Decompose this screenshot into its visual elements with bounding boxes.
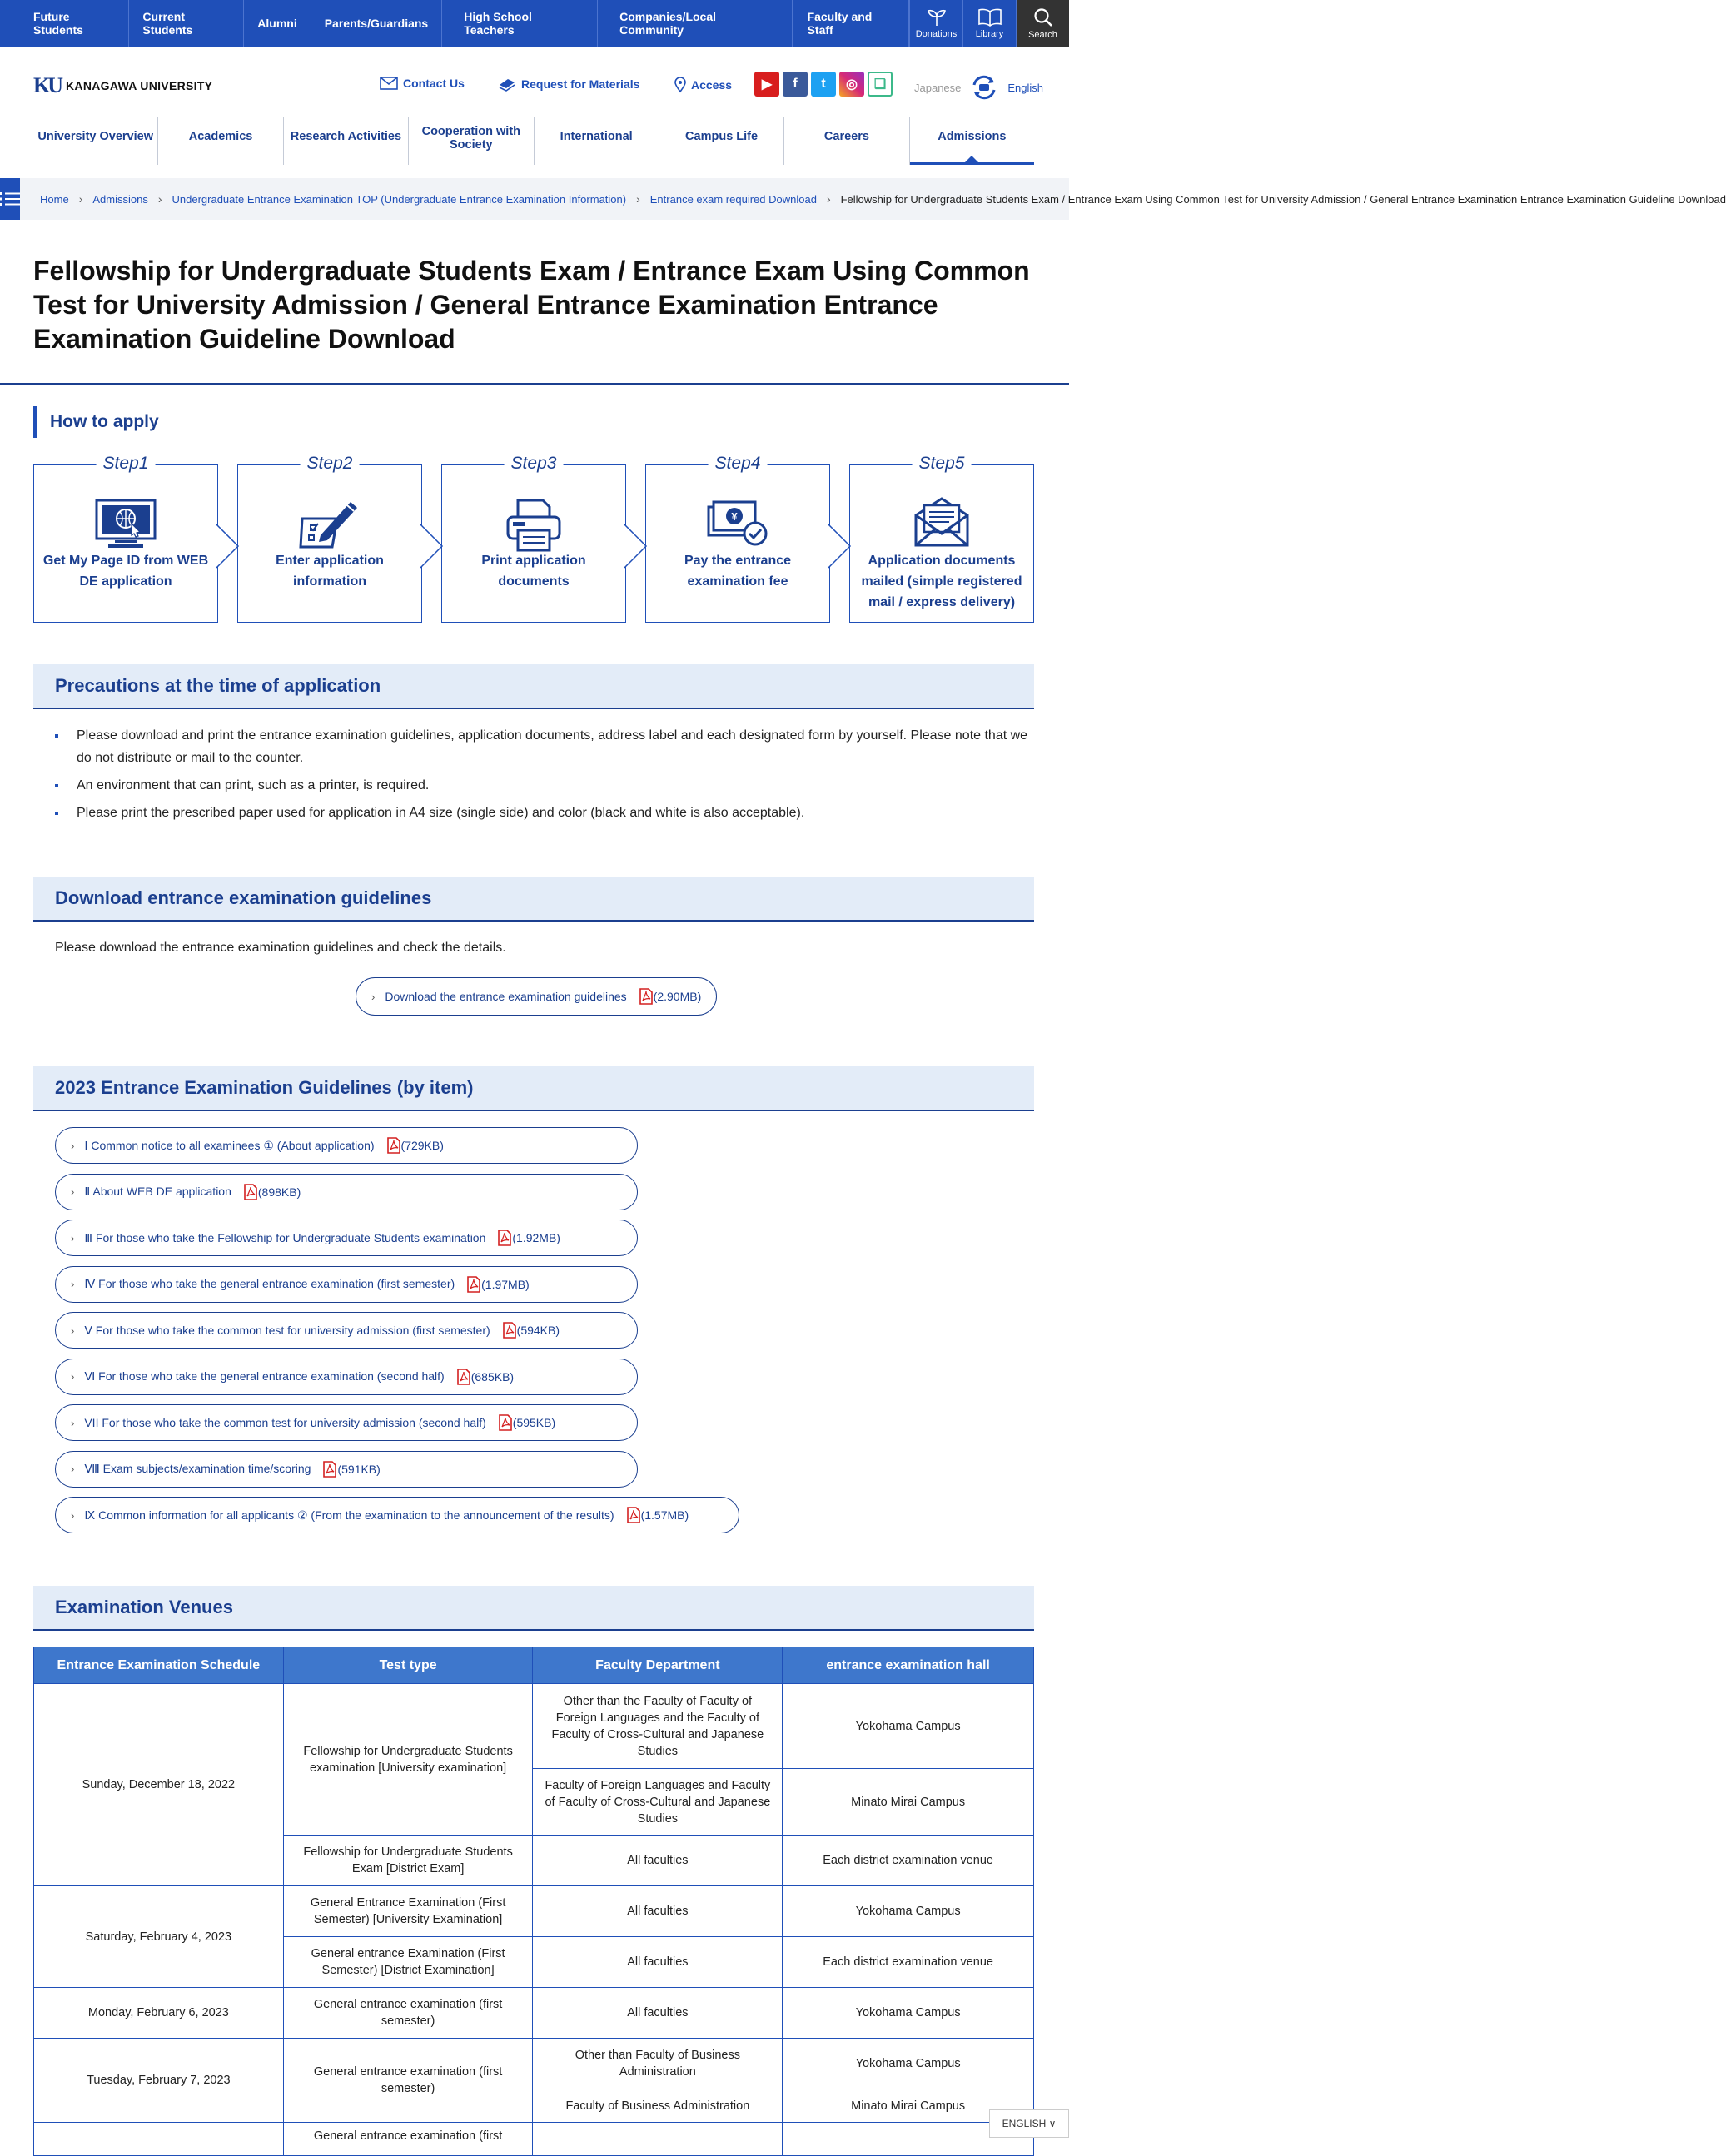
nav-careers[interactable]: Careers [784,117,909,165]
library-label: Library [975,28,1004,39]
audience-nav [0,0,909,47]
nav-faculty-staff[interactable]: Faculty and Staff [793,0,909,47]
pdf-icon [497,1230,512,1246]
file-size: (1.57MB) [640,1508,689,1522]
step-label: Step2 [301,454,360,474]
list-item: An environment that can print, such as a printer, is required. [55,774,1034,797]
examination-venues-heading: Examination Venues [33,1586,1034,1631]
chevron-right-icon: › [71,1416,75,1429]
contact-us-link[interactable] [380,77,465,90]
venues-table [33,1647,1034,2156]
download-guidelines-button[interactable] [356,977,717,1016]
form-pen-icon [299,499,361,549]
nav-alumni[interactable]: Alumni [244,0,311,47]
step-4 [645,454,830,623]
logo-mark: KU [33,73,61,97]
table-row [34,1886,1034,1937]
file-size: (685KB) [470,1369,515,1384]
test-type-cell: General entrance Examination (First Semester) [District Examination] [283,1937,533,1988]
pdf-icon [498,1414,513,1431]
guideline-item-link[interactable] [55,1451,638,1488]
guideline-item-label: Ⅱ About WEB DE application [84,1185,231,1198]
hall-cell: Minato Mirai Campus [783,2089,1034,2123]
title-divider [0,383,1069,385]
top-bar [0,0,1069,47]
download-guidelines-heading: Download entrance examination guidelines [33,877,1034,922]
chevron-right-icon: › [71,1278,75,1290]
guideline-item-link[interactable] [55,1174,638,1210]
precautions-heading: Precautions at the time of application [33,664,1034,709]
mail-icon [913,497,971,547]
file-size: (595KB) [512,1416,556,1429]
hall-cell: Yokohama Campus [783,1886,1034,1937]
language-switch-icon [969,75,999,100]
breadcrumb-undergraduate-top[interactable]: Undergraduate Entrance Examination TOP (Undergraduate Entrance Examination Information) [172,192,627,206]
chevron-right-icon [208,523,241,569]
step-text: Print application documents [481,554,586,589]
step-3 [441,454,626,623]
library-button[interactable] [962,0,1016,47]
pdf-icon [322,1461,337,1478]
search-button[interactable] [1016,0,1069,47]
chevron-right-icon: › [78,192,83,206]
precautions-list [55,724,1034,829]
breadcrumb [0,178,1726,220]
list-item: Please print the prescribed paper used for application in A4 size (single side) and color (black and white is also acceptable). [55,802,1034,824]
donations-button[interactable] [909,0,962,47]
pdf-icon [466,1276,481,1293]
japanese-link[interactable]: Japanese [914,81,962,94]
document-stack-icon [498,77,516,92]
step-5 [849,454,1034,623]
table-row [34,2123,1034,2156]
application-steps [33,454,1036,623]
schedule-cell: Monday, February 6, 2023 [34,1988,284,2039]
file-size: (898KB) [257,1185,301,1199]
guideline-item-label: Ⅸ Common information for all applicants ② (From the examination to the announcement of the results) [84,1508,614,1522]
note-icon[interactable]: ❑ [868,72,893,97]
facebook-icon[interactable]: f [783,72,808,97]
nav-future-students[interactable]: Future Students [0,0,129,47]
nav-high-school-teachers[interactable]: High School Teachers [442,0,598,47]
guideline-item-link[interactable] [55,1404,638,1441]
guideline-item-label: Ⅷ Exam subjects/examination time/scoring [84,1462,311,1475]
nav-academics[interactable]: Academics [158,117,283,165]
hall-cell: Each district examination venue [783,1937,1034,1988]
hall-cell: Each district examination venue [783,1836,1034,1886]
download-guidelines-label: Download the entrance examination guidelines [385,990,627,1003]
guideline-item-label: Ⅰ Common notice to all examinees ① (About application) [84,1138,375,1152]
schedule-cell: Tuesday, February 7, 2023 [34,2039,284,2123]
hall-cell: Minato Mirai Campus [783,1769,1034,1836]
chevron-right-icon: › [71,1463,75,1475]
test-type-cell: Fellowship for Undergraduate Students examination [University examination] [283,1684,533,1836]
pdf-icon [386,1137,401,1154]
chevron-right-icon [412,523,445,569]
payment-icon [707,499,768,549]
guideline-item-link[interactable] [55,1127,638,1164]
university-logo[interactable] [33,73,212,98]
guideline-item-label: Ⅲ For those who take the Fellowship for Undergraduate Students examination [84,1230,486,1244]
search-label: Search [1028,29,1057,40]
printer-icon [503,499,565,552]
page-title: Fellowship for Undergraduate Students Exam / Entrance Exam Using Common Test for University Admission / General Entrance Examination Entrance Examination Guideline Download [33,256,1030,354]
guideline-item-link[interactable] [55,1220,638,1256]
guideline-item-link[interactable] [55,1497,739,1533]
step-text: Get My Page ID from WEB DE application [42,554,209,589]
test-type-cell: General entrance examination (first semester) [283,2039,533,2123]
page-menu-button[interactable] [0,178,20,220]
table-row [34,1684,1034,1769]
chevron-right-icon: › [636,192,640,206]
test-type-cell: General entrance examination (first [283,2123,533,2156]
faculty-cell: All faculties [533,1836,783,1886]
file-size: (1.92MB) [512,1231,560,1244]
language-select[interactable]: ENGLISH ∨ [989,2109,1069,2138]
chevron-right-icon [820,523,853,569]
nav-current-students[interactable]: Current Students [129,0,244,47]
book-icon [977,8,1002,27]
schedule-cell [34,2123,284,2156]
breadcrumb-home[interactable]: Home [40,192,69,206]
twitter-icon[interactable]: t [811,72,836,97]
list-item: Please download and print the entrance examination guidelines, application documents, address label and each designated form by yourself. Please note that we do not distribute or mail to the counter. [55,724,1034,769]
guideline-item-link[interactable] [55,1312,638,1349]
guideline-item-label: VII For those who take the common test for university admission (second half) [84,1416,486,1429]
file-size: (729KB) [400,1139,444,1152]
hall-cell: Yokohama Campus [783,2039,1034,2089]
map-pin-icon [674,77,686,92]
nav-parents[interactable]: Parents/Guardians [311,0,443,47]
how-to-apply-heading: How to apply [33,406,159,438]
nav-campus-life[interactable]: Campus Life [659,117,784,165]
svg-text:¥: ¥ [731,510,738,523]
nav-cooperation-with-society[interactable]: Cooperation with Society [409,117,534,165]
language-switch [914,75,1043,100]
youtube-icon[interactable]: ▶ [754,72,779,97]
test-type-cell: Fellowship for Undergraduate Students Exam [District Exam] [283,1836,533,1886]
chevron-right-icon: › [71,1139,75,1152]
logo-text: KANAGAWA UNIVERSITY [66,79,213,92]
sprout-icon [926,8,948,27]
access-label: Access [691,77,733,92]
column-header: Test type [283,1647,533,1684]
step-text: Application documents mailed (simple registered mail / express delivery) [861,554,1022,609]
nav-international[interactable]: International [535,117,659,165]
pdf-icon [626,1507,641,1523]
faculty-cell: Faculty of Business Administration [533,2089,783,2123]
file-size: (1.97MB) [481,1277,530,1291]
step-text: Pay the entrance examination fee [684,554,792,589]
chevron-right-icon: › [826,192,831,206]
nav-companies[interactable]: Companies/Local Community [598,0,792,47]
guideline-item-label: Ⅴ For those who take the common test for university admission (first semester) [84,1323,490,1337]
instagram-icon[interactable]: ◎ [839,72,864,97]
envelope-icon [380,77,398,90]
column-header: Faculty Department [533,1647,783,1684]
chevron-right-icon: › [71,1231,75,1244]
faculty-cell: All faculties [533,1988,783,2039]
pdf-icon [639,988,654,1005]
guideline-item-link[interactable] [55,1359,638,1395]
chevron-right-icon: › [157,192,162,206]
guideline-item-link[interactable] [55,1266,638,1303]
request-materials-label: Request for Materials [521,77,640,91]
faculty-cell: All faculties [533,1886,783,1937]
pdf-icon [243,1184,258,1200]
file-size: (2.90MB) [653,990,702,1003]
chevron-right-icon: › [71,1508,75,1522]
chevron-right-icon: › [71,1185,75,1198]
chevron-right-icon [616,523,649,569]
list-icon [0,192,20,206]
contact-us-label: Contact Us [403,77,465,90]
test-type-cell: General Entrance Examination (First Semester) [University Examination] [283,1886,533,1937]
request-materials-link[interactable] [498,77,639,92]
access-link[interactable] [674,77,732,92]
donations-label: Donations [915,28,958,39]
chevron-right-icon: › [371,990,376,1003]
chevron-right-icon: › [71,1370,75,1383]
faculty-cell: All faculties [533,1937,783,1988]
step-2 [237,454,422,623]
guideline-item-label: Ⅳ For those who take the general entrance examination (first semester) [84,1277,455,1290]
social-links [754,72,893,97]
pdf-icon [502,1322,517,1339]
nav-admissions[interactable]: Admissions [910,117,1034,165]
chevron-right-icon: › [71,1324,75,1337]
schedule-cell: Sunday, December 18, 2022 [34,1684,284,1886]
english-link[interactable]: English [1007,81,1044,94]
table-row [34,2039,1034,2089]
main-nav [33,117,1034,165]
faculty-cell: Other than Faculty of Business Administration [533,2039,783,2089]
nav-research-activities[interactable]: Research Activities [284,117,409,165]
file-size: (591KB) [337,1462,381,1476]
table-header-row [34,1647,1034,1684]
nav-university-overview[interactable]: University Overview [33,117,158,165]
step-label: Step3 [505,454,564,474]
step-label: Step5 [913,454,972,474]
table-row [34,1988,1034,2039]
hall-cell: Yokohama Campus [783,1684,1034,1769]
step-1 [33,454,218,623]
download-intro-text: Please download the entrance examination guidelines and check the details. [55,941,506,955]
breadcrumb-download[interactable]: Entrance exam required Download [649,192,817,206]
step-label: Step1 [97,454,156,474]
faculty-cell [533,2123,783,2156]
file-size: (594KB) [516,1324,560,1337]
guideline-item-label: Ⅵ For those who take the general entrance examination (second half) [84,1369,445,1383]
breadcrumb-current: Fellowship for Undergraduate Students Exam / Entrance Exam Using Common Test for University Admission / General Entrance Examination Entrance Examination Guideline Download [840,192,1726,206]
pdf-icon [456,1369,471,1385]
column-header: Entrance Examination Schedule [34,1647,284,1684]
faculty-cell: Faculty of Foreign Languages and Faculty of Faculty of Cross-Cultural and Japanese Studies [533,1769,783,1836]
schedule-cell: Saturday, February 4, 2023 [34,1886,284,1988]
guidelines-by-item-heading: 2023 Entrance Examination Guidelines (by item) [33,1066,1034,1111]
computer-icon [95,499,157,549]
hall-cell: Yokohama Campus [783,1988,1034,2039]
faculty-cell: Other than the Faculty of Faculty of Foreign Languages and the Faculty of Faculty of Cross-Cultural and Japanese Studies [533,1684,783,1769]
column-header: entrance examination hall [783,1647,1034,1684]
breadcrumb-admissions[interactable]: Admissions [92,192,148,206]
step-label: Step4 [709,454,768,474]
test-type-cell: General entrance examination (first semester) [283,1988,533,2039]
step-text: Enter application information [276,554,384,589]
search-icon [1033,7,1053,27]
